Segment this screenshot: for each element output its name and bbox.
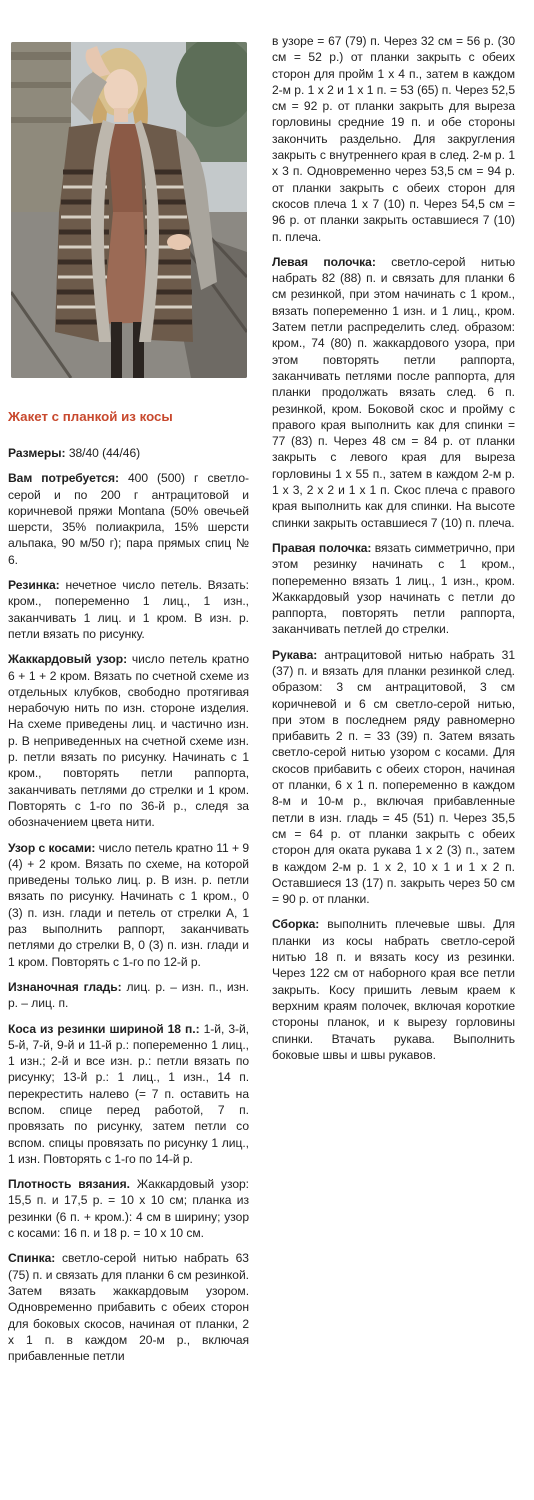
section-text: выполнить плечевые швы. Для планки из косы набрать светло-серой нитью 18 п. и вязать косу из резинки. Через 122 см от наборного края все петли закрыть. Косу пришить левым краем к верхним краям полочек, включая короткие стороны планок, и к вырезу горловины спинки. Втачать рукава. Выполнить боковые швы и швы рукавов. [272,917,515,1062]
section-text: нечетное число петель. Вязать: кром., попеременно 1 лиц., 1 изн., заканчивать 1 лиц. и 1 кром. В изн. р. петли вязать по рисунку. [8,578,249,641]
instruction-paragraph [8,445,249,461]
section-text: вязать симметрично, при этом резинку начинать с 1 кром., попеременно вязать 1 лиц., 1 изн., кром. Жаккардовый узор начинать с петли до раппорта, повторять петли раппорта, заканчивать петлей до стрелки. [272,540,515,637]
section-heading: Сборка: [272,917,320,932]
section-heading: Вам потребуется: [8,471,119,486]
instruction-paragraph [272,647,515,908]
section-heading: Плотность вязания. [8,1177,130,1192]
section-text: число петель кратно 11 + 9 (4) + 2 кром. Вязать по схеме, на которой приведены только лиц. р. В изн. р. петли вязать по рисунку. Начинать с 1 кром., 0 (3) п. изн. глади и петель от стрелки А, 1 раз выполнить раппорт, заканчивать петлями до стрелки В, 0 (3) п. изн. глади и 1 кром. Повторять с 1-го по 12-й р. [8,840,249,969]
instruction-paragraph [8,1021,249,1168]
section-heading: Коса из резинки шириной 18 п.: [8,1021,200,1036]
instruction-paragraph [8,470,249,568]
article-title: Жакет с планкой из косы [8,409,173,424]
instruction-paragraph [272,254,515,531]
section-text: в узоре = 67 (79) п. Через 32 см = 56 р. (30 см = 52 р.) от планки закрыть с обеих сторон для пройм 1 х 4 п., затем в каждом 2-м р. 1 х 2 и 1 х 1 п. = 53 (65) п. Через 52,5 см = 92 р. от планки закрыть для выреза горловины средние 19 п. и обе стороны закончить раздельно. Для закругления закрыть с внутреннего края в след. 2-м р. 1 х 3 п. Одновременно через 53,5 см = 94 р. от планки закрыть с обеих сторон для скосов плеча 1 х 7 (10) п. Через 54,5 см = 96 р. от планки закрыть оставшиеся 7 (10) п. плеча. [272,34,515,244]
model-photo-illustration [11,42,247,378]
instruction-paragraph [8,577,249,642]
instruction-paragraph [272,33,515,245]
section-text: Жаккардовый узор: 15,5 п. и 17,5 р. = 10 х 10 см; планка из резинки (6 п. + кром.): 4 см в ширину; узор с косами: 16 п. и 18 р. = 10 х 10 см. [8,1177,249,1241]
instruction-paragraph [8,840,249,970]
section-text: светло-серой нитью набрать 82 (88) п. и связать для планки 6 см резинкой, при этом начинать с 1 кром., вязать попеременно 1 изн. и 1 лиц., кром. Затем петли распределить след. образом: кром., 74 (80) п. жаккардового узора, при этом повторять петли раппорта, заканчивать петлями после раппорта, для планки продолжать вязать след. 6 п. резинкой, кром. Боковой скос и пройму с правого края выполнить как для спинки = 77 (83) п. Через 48 см = 84 р. от планки закрыть с левого края для выреза горловины 1 х 55 п., затем в каждом 2-м р. 1 х 3, 2 х 2 и 1 х 1 п. Скос плеча с правого края выполнить как для спинки. На высоте спинки закрыть оставшиеся 7 (10) п. плеча. [272,254,515,530]
instruction-paragraph [272,540,515,638]
section-text: число петель кратно 6 + 1 + 2 кром. Вязать по счетной схеме из отдельных клубков, свободно протягивая нерабочую нить по изн. стороне изделия. На схеме приведены лиц. и частично изн. р. В неприведенных на счетной схеме изн. р. петли вязать по рисунку. Начинать с 1 кром., повторять петли раппорта, заканчивать петлями до стрелки и 1 кром. Повторять с 1-го по 36-й р., следя за обозначением цвета нити. [8,652,249,830]
section-text: лиц. р. – изн. п., изн. р. – лиц. п. [8,979,249,1011]
instruction-paragraph [8,1250,249,1364]
section-text: антрацитовой нитью набрать 31 (37) п. и вязать для планки резинкой след. образом: 3 см антрацитовой, 3 см коричневой и 6 см светло-серой нитью, при этом в последнем ряду равномерно прибавить 2 п. = 33 (39) п. Затем вязать светло-серой нитью узором с косами. Для скосов прибавить с обеих сторон, начиная от планки, 6 х 1 п. попеременно в каждом 8-м и 10-м р., включая прибавленные петли в изн. гладь = 45 (51) п. Через 35,5 см = 64 р. от планки закрыть с обеих сторон для оката рукава 1 х 2 (3) п., затем в каждом 2-м р. 1 х 2, 10 х 1 и 1 х 2 п. Оставшиеся 13 (17) п. закрыть через 50 см = 90 р. от планки. [272,647,515,907]
photo-model-jacket [11,42,247,378]
section-heading: Рукава: [272,647,318,662]
section-text: светло-серой нитью набрать 63 (75) п. и связать для планки 6 см резинкой. Затем вязать жаккардовым узором. Одновременно прибавить с обеих сторон для боковых скосов, начиная от планки, 2 х 1 п. в каждом 20-м р., включая прибавленные петли [8,1251,249,1364]
left-column [8,408,249,1373]
section-heading: Резинка: [8,578,60,593]
section-text: 38/40 (44/46) [65,446,141,460]
section-heading: Правая полочка: [272,540,372,555]
instruction-paragraph [8,1176,249,1241]
section-heading: Левая полочка: [272,254,376,269]
section-heading: Изнаночная гладь: [8,979,122,994]
section-heading: Спинка: [8,1251,56,1266]
instruction-paragraph [272,916,515,1063]
section-heading: Узор с косами: [8,840,96,855]
section-heading: Размеры: [8,446,66,460]
section-text: 1-й, 3-й, 5-й, 7-й, 9-й и 11-й р.: попеременно 1 лиц., 1 изн.; 2-й и все изн. р.: петли вязать по рисунку; 13-й р.: 1 лиц., 1 изн., 14 п. перекрестить налево (= 7 п. оставить на вспом. спице перед работой, 7 п. провязать по рисунку, затем петли со вспом. спицы провязать по рисунку 1 лиц., 1 изн. Повторять с 1-го по 14-й р. [8,1021,249,1166]
instruction-paragraph [8,979,249,1012]
section-text: 400 (500) г светло-серой и по 200 г антрацитовой и коричневой пряжи Montana (50% овечьей шерсти, 35% полиакрила, 15% шерсти альпака, 90 м/50 г); пара прямых спиц № 6. [8,471,249,567]
section-heading: Жаккардовый узор: [8,652,128,667]
instruction-paragraph [8,651,249,830]
right-column [272,33,515,1072]
